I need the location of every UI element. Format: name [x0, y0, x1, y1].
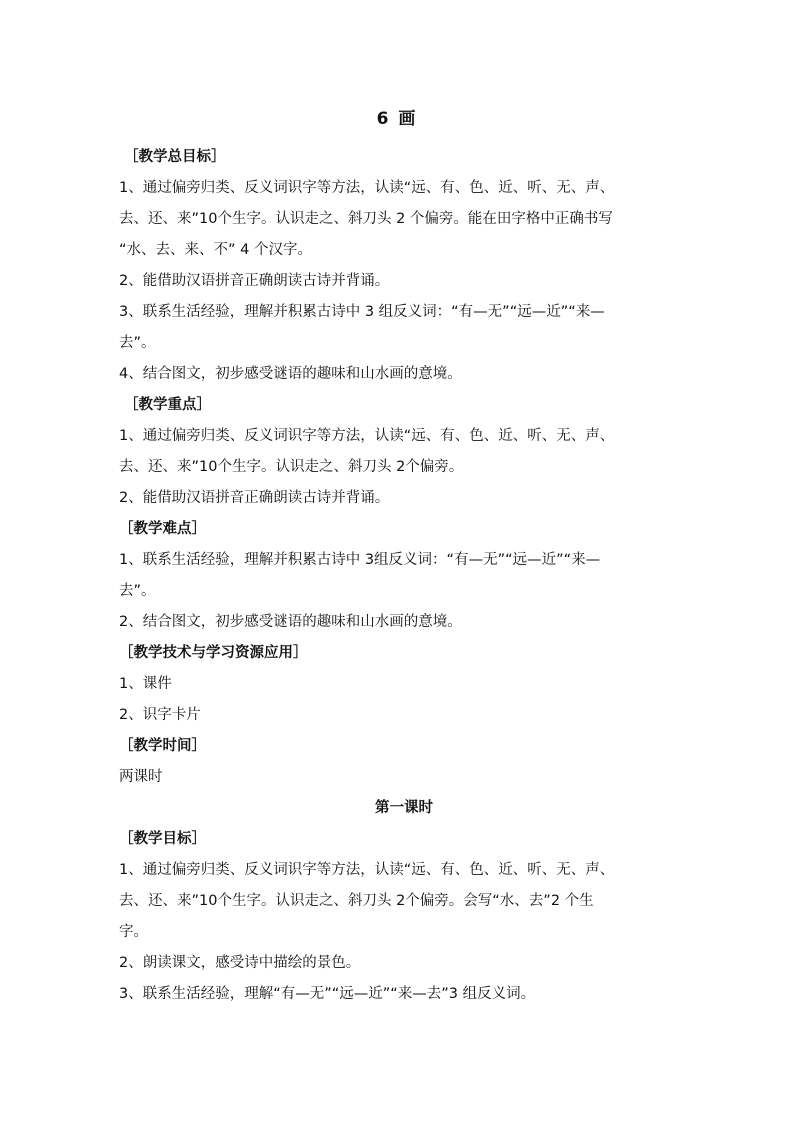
section-heading-resources: ［教学技术与学习资源应用］ — [119, 645, 308, 661]
paragraph-line: 字。 — [119, 924, 148, 940]
section-heading-teaching-goals: ［教学目标］ — [119, 831, 206, 847]
paragraph-line: 3、联系生活经验，理解并积累古诗中 3 组反义词：“有—无”“远—近”“来— — [119, 304, 605, 320]
lesson-subtitle: 第一课时 — [375, 800, 433, 816]
paragraph-line: 去”。 — [119, 335, 156, 351]
paragraph-line: 1、通过偏旁归类、反义词识字等方法，认读“远、有、色、近、听、无、声、 — [119, 180, 615, 196]
paragraph-line: 去”。 — [119, 583, 156, 599]
section-heading-difficulties: ［教学难点］ — [119, 521, 206, 537]
paragraph-line: 2、能借助汉语拼音正确朗读古诗并背诵。 — [119, 490, 390, 506]
paragraph-line: “水、去、来、不” 4 个汉字。 — [119, 242, 312, 258]
paragraph-line: 2、识字卡片 — [119, 707, 201, 723]
document-title: 6 画 — [376, 109, 418, 129]
paragraph-line: 1、联系生活经验，理解并积累古诗中 3组反义词：“有—无”“远—近”“来— — [119, 552, 601, 568]
paragraph-line: 去、还、来”10个生字。认识走之、斜刀头 2 个偏旁。能在田字格中正确书写 — [119, 211, 613, 227]
section-heading-overall-goals: ［教学总目标］ — [124, 149, 226, 165]
paragraph-line: 1、通过偏旁归类、反义词识字等方法，认读“远、有、色、近、听、无、声、 — [119, 428, 615, 444]
paragraph-line: 两课时 — [119, 769, 163, 785]
section-heading-teaching-time: ［教学时间］ — [119, 738, 206, 754]
paragraph-line: 1、课件 — [119, 676, 172, 692]
paragraph-line: 1、通过偏旁归类、反义词识字等方法，认读“远、有、色、近、听、无、声、 — [119, 862, 615, 878]
paragraph-line: 去、还、来”10个生字。认识走之、斜刀头 2个偏旁。会写“水、去”2 个生 — [119, 893, 594, 909]
paragraph-line: 2、结合图文，初步感受谜语的趣味和山水画的意境。 — [119, 614, 462, 630]
section-heading-key-points: ［教学重点］ — [124, 397, 211, 413]
paragraph-line: 2、能借助汉语拼音正确朗读古诗并背诵。 — [119, 273, 390, 289]
paragraph-line: 去、还、来”10个生字。认识走之、斜刀头 2个偏旁。 — [119, 459, 464, 475]
paragraph-line: 4、结合图文，初步感受谜语的趣味和山水画的意境。 — [119, 366, 462, 382]
document-body — [119, 142, 689, 1010]
paragraph-line: 3、联系生活经验，理解“有—无”“远—近”“来—去”3 组反义词。 — [119, 986, 536, 1002]
paragraph-line: 2、朗读课文，感受诗中描绘的景色。 — [119, 955, 361, 971]
